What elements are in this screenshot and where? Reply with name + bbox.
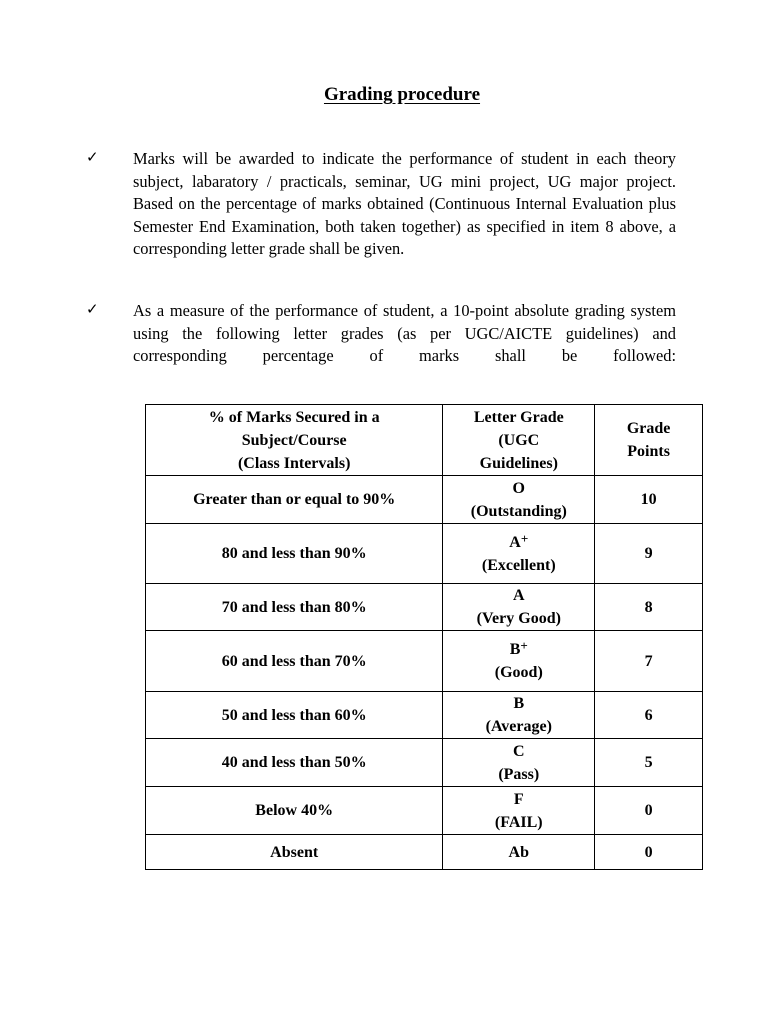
marks-range-cell: 80 and less than 90% bbox=[146, 524, 443, 584]
table-row bbox=[146, 739, 703, 787]
letter-grade-description: (Pass) bbox=[498, 765, 540, 783]
letter-grade bbox=[443, 740, 594, 763]
letter-grade-description: (Outstanding) bbox=[470, 502, 567, 520]
letter-grade-symbol: C bbox=[513, 742, 525, 760]
letter-grade-cell bbox=[443, 524, 595, 584]
letter-grade-description: (FAIL) bbox=[494, 813, 543, 831]
grading-table bbox=[145, 404, 703, 870]
letter-grade bbox=[443, 841, 594, 864]
marks-range-cell: Below 40% bbox=[146, 787, 443, 835]
marks-range-cell: 60 and less than 70% bbox=[146, 631, 443, 692]
header-marks-line: Subject/Course bbox=[241, 431, 347, 449]
header-grade-points bbox=[595, 405, 703, 476]
table-row bbox=[146, 835, 703, 870]
letter-grade-description: (Excellent) bbox=[481, 556, 556, 574]
letter-grade-cell bbox=[443, 835, 595, 870]
letter-grade bbox=[443, 638, 594, 661]
check-mark-icon: ✓ bbox=[86, 148, 99, 166]
letter-grade-symbol: F bbox=[513, 790, 524, 808]
marks-range-cell: 50 and less than 60% bbox=[146, 692, 443, 739]
grade-plus-superscript: + bbox=[520, 638, 528, 653]
header-marks-line: (Class Intervals) bbox=[237, 454, 351, 472]
letter-grade bbox=[443, 477, 594, 500]
grade-plus-superscript: + bbox=[520, 530, 529, 546]
letter-grade-description: (Average) bbox=[485, 718, 552, 735]
marks-range-cell: Greater than or equal to 90% bbox=[146, 476, 443, 524]
table-row bbox=[146, 524, 703, 584]
grade-points-cell: 10 bbox=[595, 476, 703, 524]
header-marks bbox=[146, 405, 443, 476]
table-row bbox=[146, 476, 703, 524]
header-letter-line: Guidelines) bbox=[479, 454, 558, 472]
grade-points-cell: 0 bbox=[595, 835, 703, 870]
header-marks-line: % of Marks Secured in a bbox=[208, 408, 380, 426]
header-points-line: Points bbox=[627, 443, 670, 460]
letter-grade-cell bbox=[443, 787, 595, 835]
marks-range-cell: Absent bbox=[146, 835, 443, 870]
letter-grade-symbol: O bbox=[512, 479, 525, 497]
table-row bbox=[146, 584, 703, 631]
letter-grade-cell bbox=[443, 584, 595, 631]
bullet-text: Marks will be awarded to indicate the performance of student in each theory subject, labaratory / practicals, seminar, UG mini project, UG major project. Based on the percentage of marks obtained (Continuous Internal Evaluation plus Semester End Examination, both taken together) as specified in item 8 above, a corresponding letter grade shall be given. bbox=[133, 149, 676, 258]
page-title: Grading procedure bbox=[323, 84, 481, 105]
letter-grade bbox=[443, 584, 594, 607]
letter-grade-cell bbox=[443, 739, 595, 787]
letter-grade-symbol: Ab bbox=[508, 843, 529, 861]
grade-points-cell: 9 bbox=[595, 524, 703, 584]
marks-range-cell: 40 and less than 50% bbox=[146, 739, 443, 787]
header-points-line: Grade bbox=[626, 420, 671, 437]
header-letter-line: (UGC bbox=[498, 431, 540, 449]
grade-points-cell: 5 bbox=[595, 739, 703, 787]
check-mark-icon: ✓ bbox=[86, 300, 99, 318]
letter-grade-description: (Very Good) bbox=[476, 610, 561, 627]
letter-grade-symbol: A bbox=[513, 587, 525, 604]
letter-grade bbox=[443, 692, 594, 715]
table-row bbox=[146, 631, 703, 692]
table-row bbox=[146, 787, 703, 835]
letter-grade-cell bbox=[443, 692, 595, 739]
header-letter-line: Letter Grade bbox=[473, 408, 564, 426]
bullet-text: As a measure of the performance of student, a 10-point absolute grading system using the following letter grades (as per UGC/AICTE guidelines) and corresponding percentage of marks shall be followed: bbox=[133, 301, 676, 365]
table-row bbox=[146, 692, 703, 739]
grade-points-cell: 6 bbox=[595, 692, 703, 739]
grade-points-cell: 8 bbox=[595, 584, 703, 631]
letter-grade-description: (Good) bbox=[494, 664, 543, 681]
letter-grade-symbol: B bbox=[509, 641, 521, 658]
letter-grade-symbol: A bbox=[509, 533, 521, 551]
header-letter-grade bbox=[443, 405, 595, 476]
letter-grade-cell bbox=[443, 631, 595, 692]
letter-grade bbox=[443, 531, 594, 554]
marks-range-cell: 70 and less than 80% bbox=[146, 584, 443, 631]
grade-points-cell: 7 bbox=[595, 631, 703, 692]
letter-grade bbox=[443, 788, 594, 811]
letter-grade-cell bbox=[443, 476, 595, 524]
letter-grade-symbol: B bbox=[513, 695, 525, 712]
grade-points-cell: 0 bbox=[595, 787, 703, 835]
table-header-row bbox=[146, 405, 703, 476]
